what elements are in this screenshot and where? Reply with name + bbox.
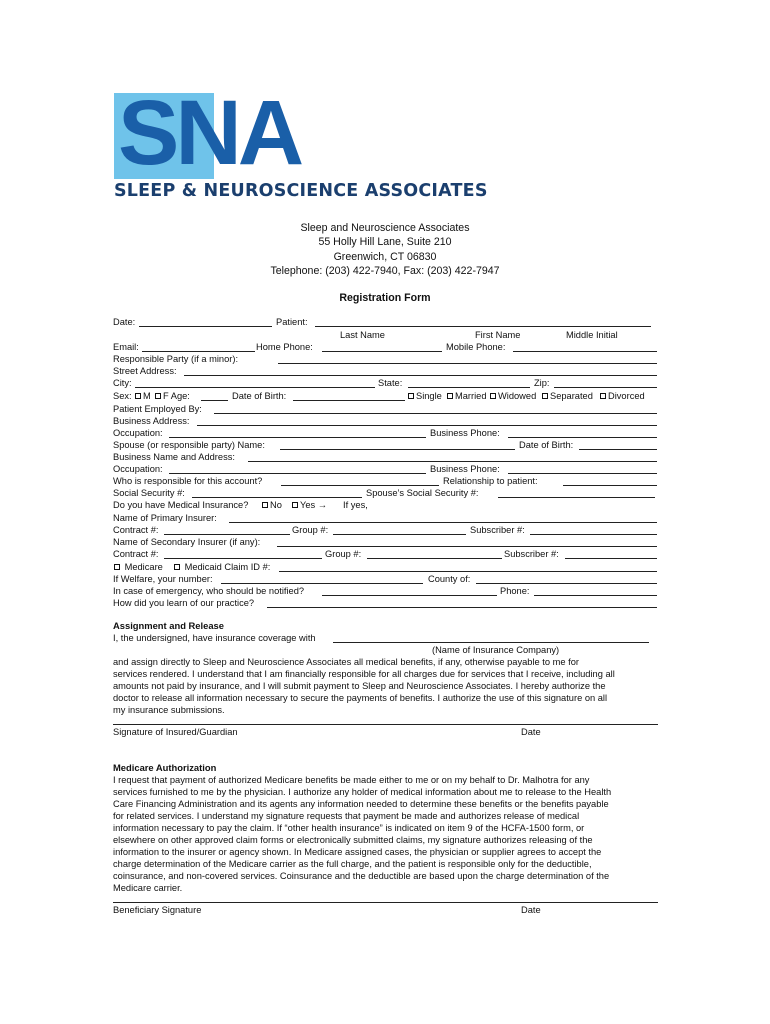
patient-name-field[interactable]	[315, 326, 651, 327]
ssn-field[interactable]	[192, 497, 362, 498]
widowed-checkbox[interactable]	[490, 393, 496, 399]
secondary-insurer-label: Name of Secondary Insurer (if any):	[113, 537, 261, 547]
insured-date-label: Date	[521, 727, 541, 737]
form-title: Registration Form	[339, 292, 431, 304]
patient-employed-by-field[interactable]	[214, 413, 657, 414]
business-name-address-label: Business Name and Address:	[113, 452, 235, 462]
insurance-company-caption: (Name of Insurance Company)	[432, 645, 560, 655]
occupation2-field[interactable]	[169, 473, 426, 474]
spouse-ssn-field[interactable]	[498, 497, 655, 498]
responsible-party-label: Responsible Party (if a minor):	[113, 354, 239, 364]
logo-mark: SNA	[118, 82, 301, 184]
insurance-no-checkbox[interactable]	[262, 502, 268, 508]
assignment-line: services rendered. I understand that I am financially responsible for all charges due for services that I receive, including all	[113, 669, 615, 679]
first-name-caption: First Name	[475, 330, 521, 340]
sex-label: Sex:	[113, 391, 132, 401]
row-learn-of-practice	[113, 597, 658, 609]
row-responsible-party	[113, 353, 658, 365]
married-label: Married	[455, 391, 487, 401]
divorced-label: Divorced	[608, 391, 645, 401]
assignment-line: doctor to release all information necessary to secure the payments of benefits. I authorize the use of this signature on all	[113, 693, 608, 703]
contract2-label: Contract #:	[113, 549, 159, 559]
home-phone-field[interactable]	[322, 351, 442, 352]
row-name-captions	[113, 329, 658, 341]
male-label: M	[143, 391, 151, 401]
row-secondary-insurer	[113, 536, 658, 548]
middle-initial-caption: Middle Initial	[566, 330, 618, 340]
occupation-field[interactable]	[169, 437, 426, 438]
patient-label: Patient:	[276, 317, 308, 327]
insured-signature-label: Signature of Insured/Guardian	[113, 727, 238, 737]
male-checkbox[interactable]	[135, 393, 141, 399]
age-field[interactable]	[201, 400, 228, 401]
contract2-field[interactable]	[164, 558, 322, 559]
county-field[interactable]	[476, 583, 657, 584]
spouse-name-label: Spouse (or responsible party) Name:	[113, 440, 265, 450]
row-welfare	[113, 573, 658, 585]
subscriber2-label: Subscriber #:	[504, 549, 559, 559]
separated-checkbox[interactable]	[542, 393, 548, 399]
secondary-insurer-field[interactable]	[277, 546, 657, 547]
medicare-checkbox[interactable]	[114, 564, 120, 570]
row-emergency	[113, 585, 658, 597]
row-city-state-zip	[113, 377, 658, 389]
street-address-field[interactable]	[184, 375, 657, 376]
business-address-label: Business Address:	[113, 416, 190, 426]
row-contract-1	[113, 524, 658, 536]
business-phone-field[interactable]	[508, 437, 657, 438]
row-insurance-coverage	[113, 632, 658, 644]
medicare-line: information to the insurer or agency shown. In Medicare assigned cases, the physician or supplier agrees to accept the	[113, 847, 602, 857]
insurance-company-field[interactable]	[333, 642, 649, 643]
medicare-label: Medicare	[124, 562, 163, 572]
row-occupation-2	[113, 463, 658, 475]
medicare-line: coinsurance, and non-covered services. Coinsurance and the deductible are based upon the charge determination of the	[113, 871, 610, 881]
row-who-responsible	[113, 475, 658, 487]
logo-subtitle: SLEEP & NEUROSCIENCE ASSOCIATES	[114, 181, 488, 201]
relationship-field[interactable]	[563, 485, 657, 486]
single-label: Single	[416, 391, 442, 401]
medicare-line: services furnished to me by the physician. I authorize any holder of medical information about me to release to the Health	[113, 787, 612, 797]
medical-insurance-label: Do you have Medical Insurance?	[113, 500, 249, 510]
row-contract-2	[113, 548, 658, 560]
city-field[interactable]	[135, 387, 375, 388]
medicaid-checkbox[interactable]	[174, 564, 180, 570]
group1-label: Group #:	[292, 525, 329, 535]
assignment-line: my insurance submissions.	[113, 705, 225, 715]
emergency-phone-label: Phone:	[500, 586, 530, 596]
insurance-no-label: No	[270, 500, 282, 510]
insurance-yes-checkbox[interactable]	[292, 502, 298, 508]
insurance-coverage-label: I, the undersigned, have insurance coverage with	[113, 633, 316, 643]
county-label: County of:	[428, 574, 471, 584]
single-checkbox[interactable]	[408, 393, 414, 399]
row-company-caption	[113, 644, 658, 656]
row-occupation	[113, 427, 658, 439]
dob-field[interactable]	[293, 400, 405, 401]
row-business-address	[113, 415, 658, 427]
medicare-body	[113, 774, 658, 894]
widowed-label: Widowed	[498, 391, 537, 401]
row-medicare-medicaid	[113, 561, 658, 573]
insured-signature-line[interactable]	[113, 724, 658, 725]
state-field[interactable]	[408, 387, 530, 388]
primary-insurer-label: Name of Primary Insurer:	[113, 513, 217, 523]
patient-employed-by-label: Patient Employed By:	[113, 404, 202, 414]
home-phone-label: Home Phone:	[256, 342, 313, 352]
business-phone-label: Business Phone:	[430, 428, 500, 438]
female-age-label: F Age:	[163, 391, 190, 401]
ssn-label: Social Security #:	[113, 488, 185, 498]
separated-label: Separated	[550, 391, 593, 401]
practice-address	[0, 221, 770, 278]
who-responsible-field[interactable]	[281, 485, 439, 486]
last-name-caption: Last Name	[340, 330, 385, 340]
occupation-label: Occupation:	[113, 428, 163, 438]
subscriber2-field[interactable]	[565, 558, 657, 559]
practice-phone: Telephone: (203) 422-7940, Fax: (203) 422-7947	[270, 264, 500, 277]
row-employed-by	[113, 403, 658, 415]
mobile-phone-label: Mobile Phone:	[446, 342, 506, 352]
row-street-address	[113, 365, 658, 377]
group2-label: Group #:	[325, 549, 362, 559]
emergency-label: In case of emergency, who should be notified?	[113, 586, 305, 596]
business-address-field[interactable]	[197, 425, 657, 426]
emergency-contact-field[interactable]	[322, 595, 497, 596]
row-email-phones	[113, 341, 658, 353]
business-phone2-label: Business Phone:	[430, 464, 500, 474]
primary-insurer-field[interactable]	[229, 522, 657, 523]
female-checkbox[interactable]	[155, 393, 161, 399]
email-label: Email:	[113, 342, 139, 352]
welfare-label: If Welfare, your number:	[113, 574, 213, 584]
row-business-name-address	[113, 451, 658, 463]
responsible-party-field[interactable]	[278, 363, 657, 364]
assignment-body	[113, 656, 658, 716]
subscriber1-label: Subscriber #:	[470, 525, 525, 535]
dob-label: Date of Birth:	[232, 391, 287, 401]
beneficiary-signature-label: Beneficiary Signature	[113, 905, 202, 915]
assignment-line: amounts not paid by insurance, and I will submit payment to Sleep and Neuroscience Associates. I hereby authorize the	[113, 681, 606, 691]
mobile-phone-field[interactable]	[513, 351, 657, 352]
row-spouse	[113, 439, 658, 451]
group1-field[interactable]	[333, 534, 466, 535]
learn-of-practice-label: How did you learn of our practice?	[113, 598, 255, 608]
occupation2-label: Occupation:	[113, 464, 163, 474]
spouse-dob-field[interactable]	[579, 449, 657, 450]
date-label: Date:	[113, 317, 136, 327]
medicare-title: Medicare Authorization	[113, 762, 217, 773]
group2-field[interactable]	[367, 558, 502, 559]
city-label: City:	[113, 378, 132, 388]
contract1-label: Contract #:	[113, 525, 159, 535]
street-address-label: Street Address:	[113, 366, 177, 376]
date-field[interactable]	[139, 326, 272, 327]
business-phone2-field[interactable]	[508, 473, 657, 474]
medicare-line: Medicare carrier.	[113, 883, 183, 893]
medicare-line: for related services. I understand my signature requests that payment be made and authorizes release of medical	[113, 811, 580, 821]
zip-field[interactable]	[554, 387, 657, 388]
state-label: State:	[378, 378, 403, 388]
row-sex-age-marital	[113, 390, 658, 402]
welfare-number-field[interactable]	[221, 583, 423, 584]
practice-logo	[114, 82, 488, 205]
practice-city: Greenwich, CT 06830	[333, 250, 437, 263]
spouse-ssn-label: Spouse’s Social Security #:	[366, 488, 479, 498]
subscriber1-field[interactable]	[530, 534, 657, 535]
medicare-line: information necessary to pay the claim. If “other health insurance” is indicated on item 9 of the HCFA-1500 form, or	[113, 823, 585, 833]
spouse-dob-label: Date of Birth:	[519, 440, 574, 450]
who-responsible-label: Who is responsible for this account?	[113, 476, 263, 486]
zip-label: Zip:	[534, 378, 550, 388]
medicaid-id-field[interactable]	[279, 571, 657, 572]
beneficiary-signature-line[interactable]	[113, 902, 658, 903]
if-yes-label: If yes,	[343, 500, 368, 510]
email-field[interactable]	[142, 351, 255, 352]
beneficiary-date-label: Date	[521, 905, 541, 915]
practice-street: 55 Holly Hill Lane, Suite 210	[318, 236, 452, 249]
medicare-line: elsewhere on other approved claim forms or electronically submitted claims, my signature authorizes releasing of the	[113, 835, 593, 845]
insurance-yes-label: Yes →	[300, 500, 328, 510]
medicare-line: I request that payment of authorized Medicare benefits be made either to me or on my behalf to Dr. Malhotra for any	[113, 775, 590, 785]
assignment-title: Assignment and Release	[113, 620, 224, 631]
row-ssn	[113, 487, 658, 499]
emergency-phone-field[interactable]	[534, 595, 657, 596]
relationship-label: Relationship to patient:	[443, 476, 538, 486]
medicare-line: Care Financing Administration and its agents any information needed to determine these benefits or the benefits payable	[113, 799, 609, 809]
business-name-address-field[interactable]	[248, 461, 657, 462]
contract1-field[interactable]	[164, 534, 290, 535]
practice-name: Sleep and Neuroscience Associates	[300, 222, 470, 234]
medicare-line: charge determination of the Medicare carrier as the full charge, and the patient is responsible only for the deductible,	[113, 859, 592, 869]
learn-of-practice-field[interactable]	[267, 607, 657, 608]
medicaid-label: Medicaid Claim ID #:	[184, 562, 271, 572]
row-medical-insurance	[113, 499, 658, 511]
married-checkbox[interactable]	[447, 393, 453, 399]
assignment-line: and assign directly to Sleep and Neuroscience Associates all medical benefits, if any, otherwise payable to me for	[113, 657, 579, 667]
row-primary-insurer	[113, 512, 658, 524]
divorced-checkbox[interactable]	[600, 393, 606, 399]
spouse-name-field[interactable]	[280, 449, 515, 450]
row-date-patient	[113, 316, 658, 328]
